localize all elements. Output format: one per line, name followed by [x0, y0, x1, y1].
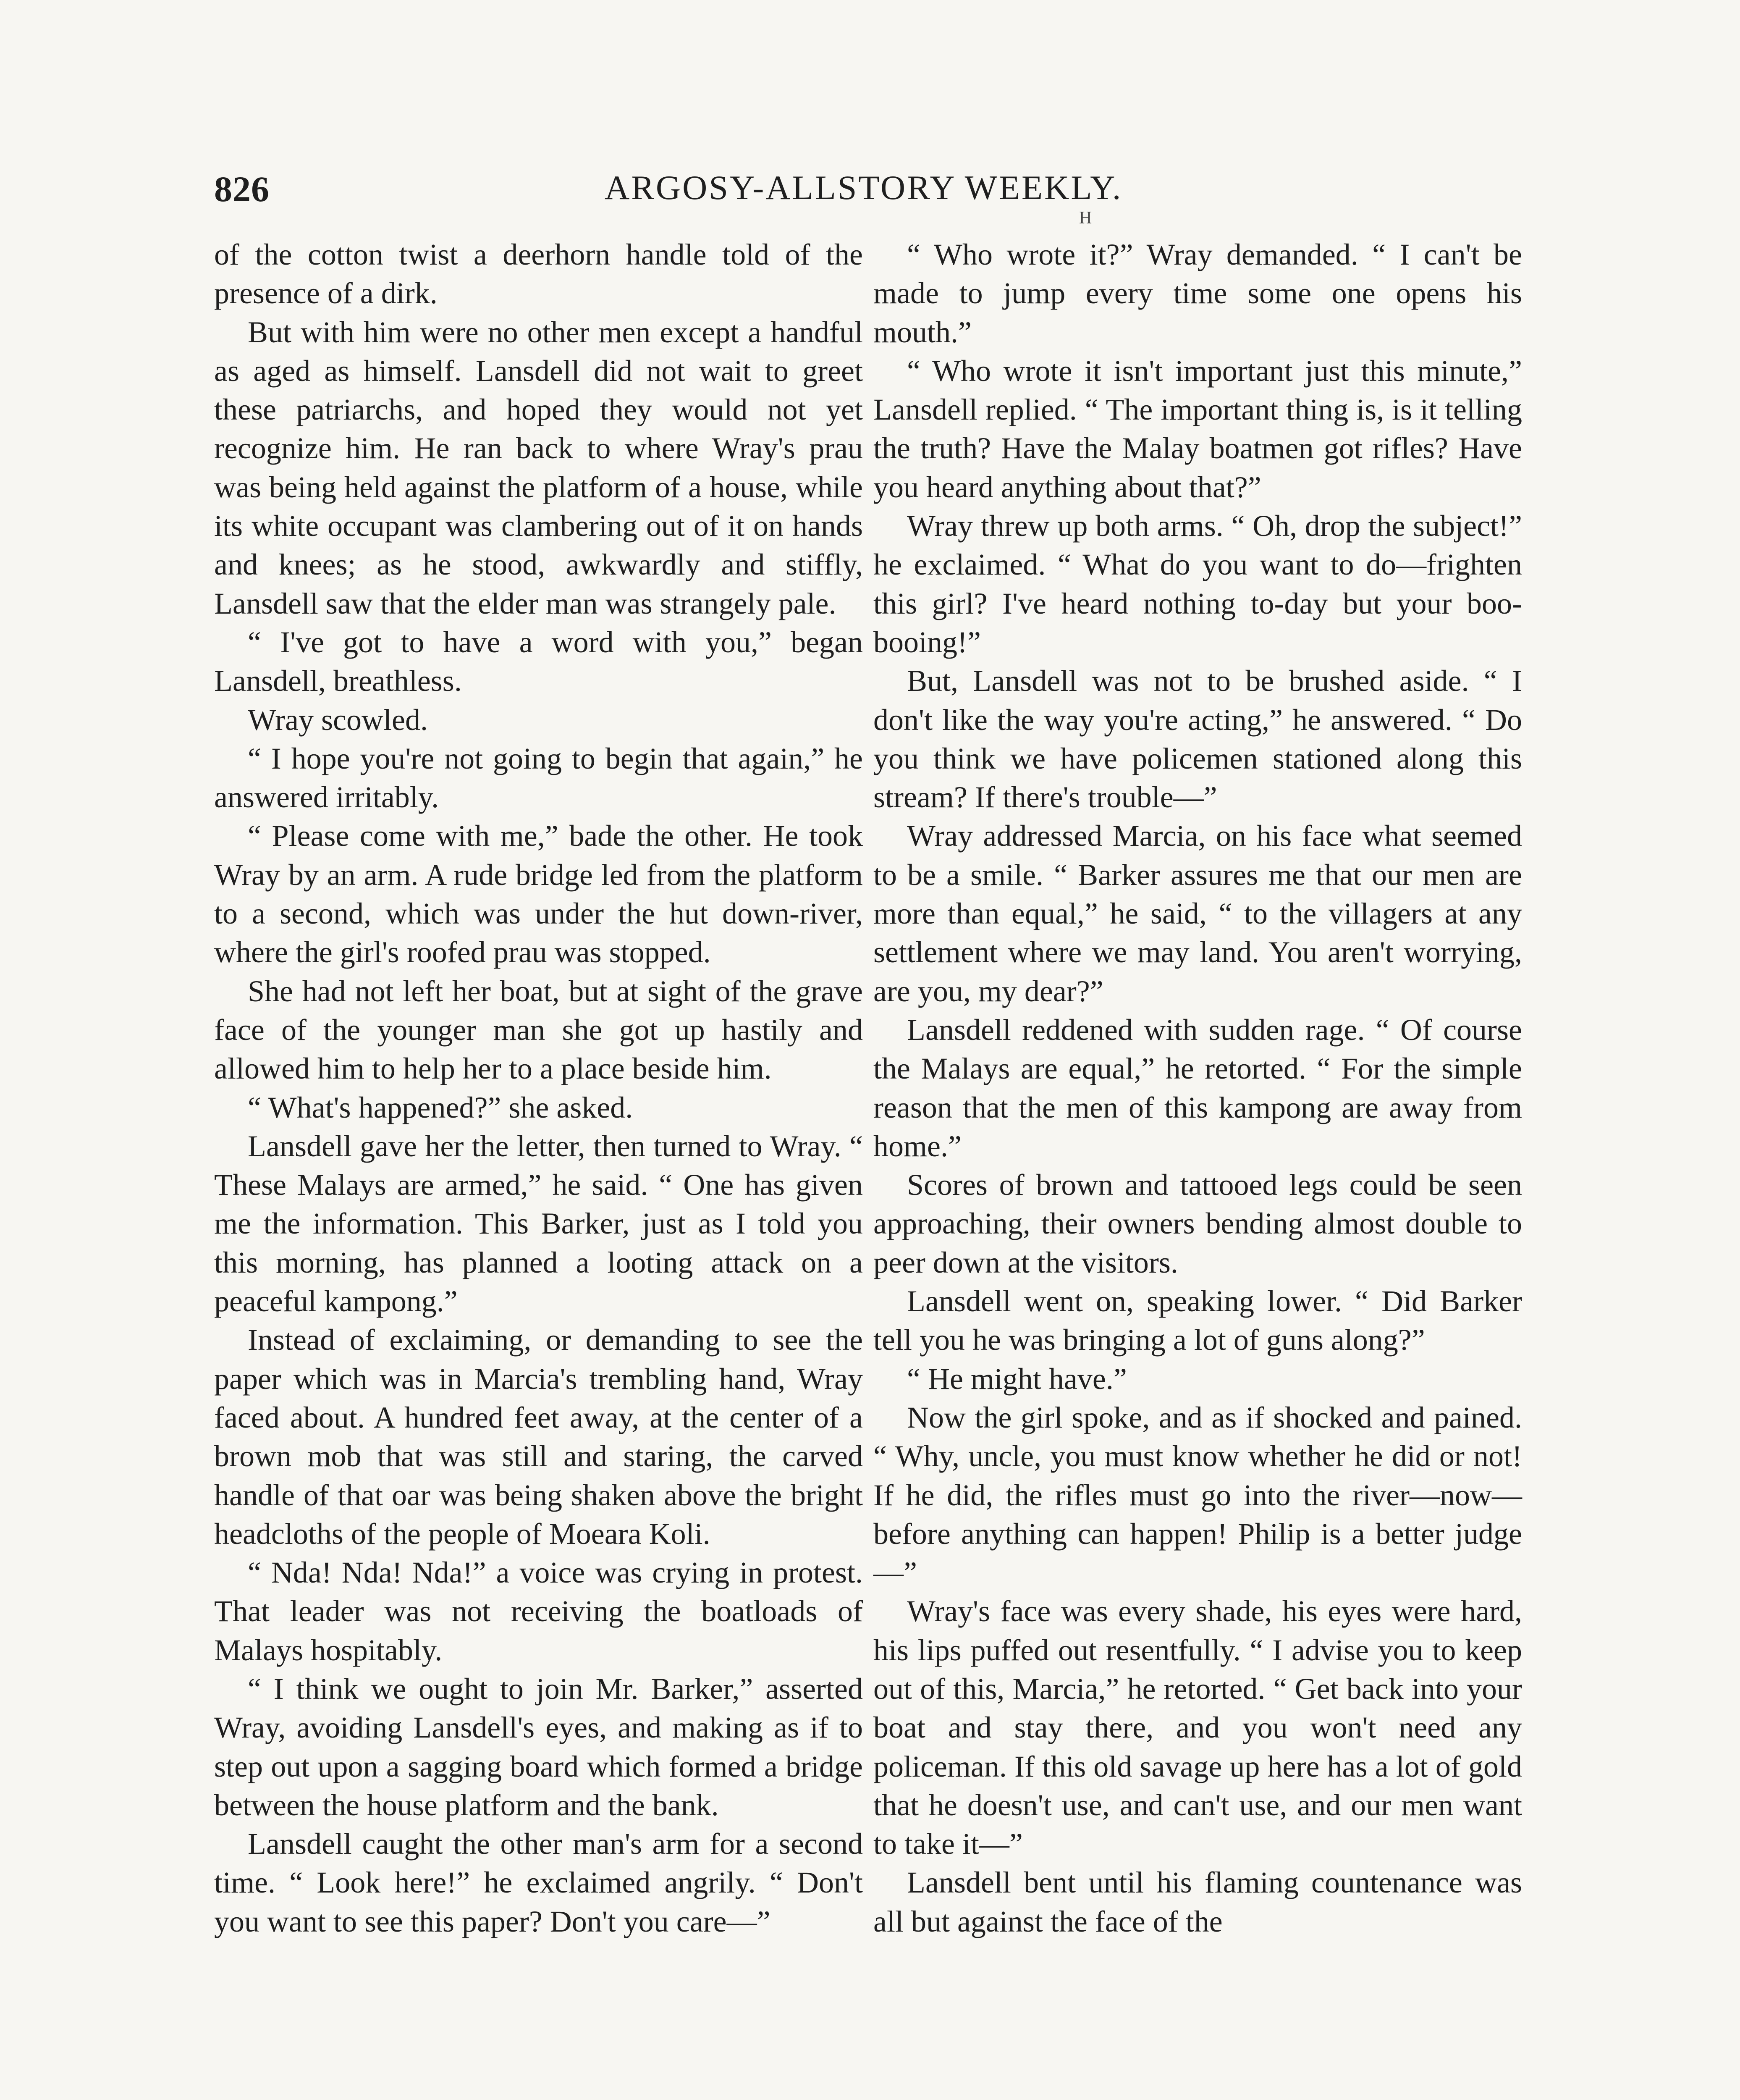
- paragraph: of the cotton twist a deerhorn handle told of the presence of a dirk.: [214, 238, 863, 310]
- paragraph: Scores of brown and tattooed legs could be seen approaching, their owners bending almost double to peer down at the visitors.: [873, 1168, 1522, 1279]
- running-title: ARGOSY-ALLSTORY WEEKLY.: [605, 168, 1123, 207]
- paragraph: Instead of exclaiming, or demanding to see the paper which was in Marcia's trembling hand, Wray faced about. A hundred feet away, at the center of a brown mob that was still and staring, the carved handle of that oar was being shaken above the bright headcloths of the people of Moeara Koli.: [214, 1323, 863, 1551]
- paragraph: Lansdell caught the other man's arm for a second time. “ Look here!” he exclaimed angrily. “ Don't you want to see this paper? Don't you care—”: [214, 1827, 863, 1938]
- paragraph: Wray threw up both arms. “ Oh, drop the subject!” he exclaimed. “ What do you want to do—frighten this girl? I've heard nothing to-day but your boo-booing!”: [873, 509, 1522, 659]
- paragraph: But, Lansdell was not to be brushed aside. “ I don't like the way you're acting,” he answered. “ Do you think we have policemen stationed along this stream? If there's trouble—”: [873, 664, 1522, 814]
- paragraph: “ He might have.”: [907, 1362, 1127, 1396]
- paragraph: Lansdell bent until his flaming countenance was all but against the face of the: [873, 1866, 1522, 1938]
- paragraph: “ What's happened?” she asked.: [248, 1090, 633, 1124]
- paragraph: “ I hope you're not going to begin that again,” he answered irritably.: [214, 741, 863, 814]
- paragraph: “ Who wrote it?” Wray demanded. “ I can't be made to jump every time some one opens his mouth.”: [873, 238, 1522, 349]
- paragraph: “ Who wrote it isn't important just this minute,” Lansdell replied. “ The important thing is, is it telling the truth? Have the Malay boatmen got rifles? Have you heard anything about that?”: [873, 354, 1522, 504]
- paragraph: Wray scowled.: [248, 703, 428, 737]
- paragraph: “ I think we ought to join Mr. Barker,” asserted Wray, avoiding Lansdell's eyes, and making as if to step out upon a sagging board which formed a bridge between the house platform and the bank.: [214, 1672, 863, 1822]
- header-mark: H: [1079, 208, 1092, 228]
- paragraph: “ Nda! Nda! Nda!” a voice was crying in protest. That leader was not receiving the boatloads of Malays hospitably.: [214, 1556, 863, 1667]
- paragraph: “ Please come with me,” bade the other. He took Wray by an arm. A rude bridge led from the platform to a second, which was under the hut down-river, where the girl's roofed prau was stopped.: [214, 819, 863, 969]
- paragraph: She had not left her boat, but at sight of the grave face of the younger man she got up hastily and allowed him to help her to a place beside him.: [214, 974, 863, 1086]
- paragraph: Lansdell gave her the letter, then turned to Wray. “ These Malays are armed,” he said. “ One has given me the information. This Barker, just as I told you this morning, has planned a looting attack on a peaceful kampong.”: [214, 1129, 863, 1318]
- paragraph: Lansdell went on, speaking lower. “ Did Barker tell you he was bringing a lot of guns along?”: [873, 1284, 1522, 1357]
- paragraph: Wray's face was every shade, his eyes were hard, his lips puffed out resentfully. “ I advise you to keep out of this, Marcia,” he retorted. “ Get back into your boat and stay there, and you won't need any policeman. If this old savage up here has a lot of gold that he doesn't use, and can't use, and our men want to take it—”: [873, 1594, 1522, 1861]
- paragraph: But with him were no other men except a handful as aged as himself. Lansdell did not wait to greet these patriarchs, and hoped they would not yet recognize him. He ran back to where Wray's prau was being held against the platform of a house, while its white occupant was clambering out of it on hands and knees; as he stood, awkwardly and stiffly, Lansdell saw that the elder man was strangely pale.: [214, 315, 863, 620]
- paragraph: Lansdell reddened with sudden rage. “ Of course the Malays are equal,” he retorted. “ For the simple reason that the men of this kampong are away from home.”: [873, 1013, 1522, 1163]
- page-number: 826: [214, 169, 270, 209]
- paragraph: “ I've got to have a word with you,” began Lansdell, breathless.: [214, 625, 863, 698]
- paragraph: Wray addressed Marcia, on his face what seemed to be a smile. “ Barker assures me that our men are more than equal,” he said, “ to the villagers at any settlement where we may land. You aren't worrying, are you, my dear?”: [873, 819, 1522, 1008]
- paragraph: Now the girl spoke, and as if shocked and pained. “ Why, uncle, you must know whether he did or not! If he did, the rifles must go into the river—now—before anything can happen! Philip is a better judge—”: [873, 1400, 1522, 1590]
